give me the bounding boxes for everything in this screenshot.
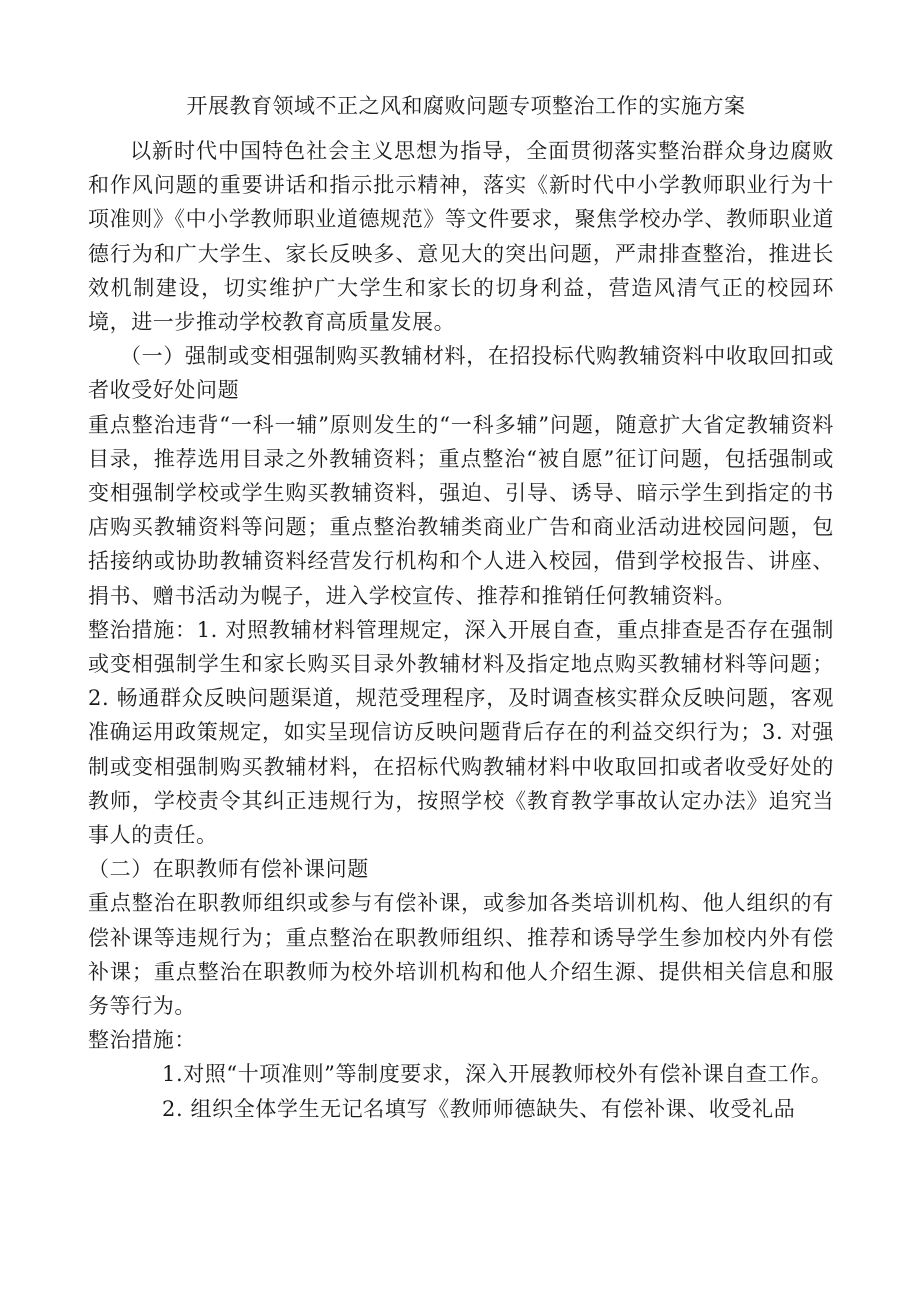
section-1-measures: 整治措施：1. 对照教辅材料管理规定，深入开展自查，重点排查是否存在强制或变相强制学生和家长购买目录外教辅材料及指定地点购买教辅材料等问题；2. 畅通群众反映问题渠道，规范受理程序，及时调查核实群众反映问题，客观准确运用政策规定，如实呈现信访反映问题背后存在的利益交织行为；3. 对强制或变相强制购买教辅材料，在招标代购教辅材料中收取回扣或者收受好处的教师，学校责令其纠正违规行为，按照学校《教育教学事故认定办法》追究当事人的责任。 bbox=[88, 617, 834, 848]
section-2-measures-label: 整治措施： bbox=[88, 1028, 196, 1053]
section-2-body: 重点整治在职教师组织或参与有偿补课，或参加各类培训机构、他人组织的有偿补课等违规行为；重点整治在职教师组织、推荐和诱导学生参加校内外有偿补课；重点整治在职教师为校外培训机构和他人介绍生源、提供相关信息和服务等行为。 bbox=[88, 891, 834, 1019]
measure-item-2: 2. 组织全体学生无记名填写《教师师德缺失、有偿补课、收受礼品 bbox=[162, 1096, 796, 1121]
intro-paragraph: 以新时代中国特色社会主义思想为指导，全面贯彻落实整治群众身边腐败和作风问题的重要讲话和指示批示精神，落实《新时代中小学教师职业行为十项准则》《中小学教师职业道德规范》等文件要求，聚焦学校办学、教师职业道德行为和广大学生、家长反映多、意见大的突出问题，严肃排查整治，推进长效机制建设，切实维护广大学生和家长的切身利益，营造风清气正的校园环境，进一步推动学校教育高质量发展。 bbox=[88, 139, 834, 335]
section-heading-1: （一）强制或变相强制购买教辅材料，在招投标代购教辅资料中收取回扣或者收受好处问题 bbox=[88, 344, 834, 403]
measure-item-1: 1.对照“十项准则”等制度要求，深入开展教师校外有偿补课自查工作。 bbox=[162, 1062, 833, 1087]
document-title: 开展教育领域不正之风和腐败问题专项整治工作的实施方案 bbox=[186, 94, 746, 118]
section-1-body: 重点整治违背“一科一辅”原则发生的“一科多辅”问题，随意扩大省定教辅资料目录，推荐选用目录之外教辅资料；重点整治“被自愿”征订问题，包括强制或变相强制学校或学生购买教辅资料，强迫、引导、诱导、暗示学生到指定的书店购买教辅资料等问题；重点整治教辅类商业广告和商业活动进校园问题，包括接纳或协助教辅资料经营发行机构和个人进入校园，借到学校报告、讲座、捐书、赠书活动为幌子，进入学校宣传、推荐和推销任何教辅资料。 bbox=[88, 412, 834, 608]
section-heading-2: （二）在职教师有偿补课问题 bbox=[88, 857, 369, 882]
